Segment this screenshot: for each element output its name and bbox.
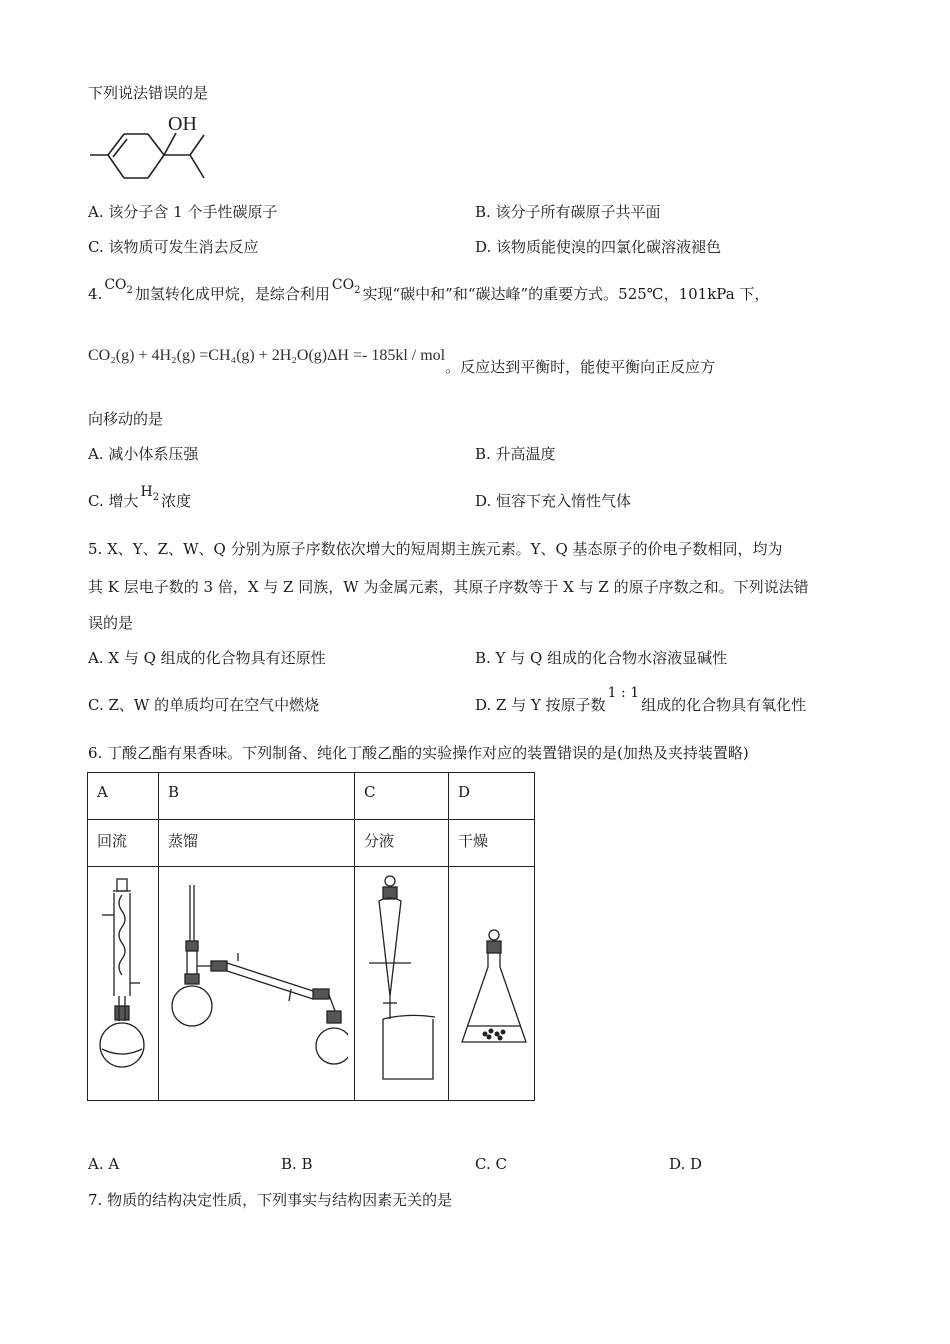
op-reflux: 回流 [88,820,159,867]
molecule-structure [86,108,226,188]
apparatus-table [87,772,535,1101]
option-b: B. Y 与 Q 组成的化合物水溶液显碱性 [475,649,728,667]
option-d: D. D [669,1155,703,1173]
option-c: C. 该物质可发生消去反应 [88,238,259,256]
question-6-stem: 6. 丁酸乙酯有果香味。下列制备、纯化丁酸乙酯的实验操作对应的装置错误的是(加热及夹持装置略) [88,744,749,762]
header-c: C [355,773,449,820]
option-a: A. A [88,1155,120,1173]
separation-apparatus-cell [355,867,449,1101]
distillation-apparatus-cell [159,867,355,1101]
question-5-line1: 5. X、Y、Z、W、Q 分别为原子序数依次增大的短周期主族元素。Y、Q 基态原子的价电子数相同，均为 [88,540,783,558]
header-a: A [88,773,159,820]
h2-formula: $H_2$ [140,484,160,503]
option-a: A. X 与 Q 组成的化合物具有还原性 [88,649,326,667]
reaction-equation: CO₂(g) + 4H₂(g) =CH₄(g) + 2H₂O(g)ΔH =- 185kl / mol [88,347,446,364]
option-d: D. 恒容下充入惰性气体 [475,492,632,510]
reflux-apparatus-cell [88,867,159,1101]
separatory-funnel-image [359,871,441,1086]
question-5-line3: 误的是 [88,614,134,632]
option-c: C. 增大 $H_2$ 浓度 [88,484,192,510]
option-c: C. C [475,1155,507,1173]
oh-label: OH [168,113,197,135]
drying-apparatus-cell [449,867,535,1101]
option-b: B. B [281,1155,313,1173]
option-d: D. Z 与 Y 按原子数1 : 1组成的化合物具有氧化性 [475,685,807,714]
co2-formula: $CO_2$ [331,277,361,296]
op-separation: 分液 [355,820,449,867]
question-5-line2: 其 K 层电子数的 3 倍，X 与 Z 同族，W 为金属元素，其原子序数等于 X 与 Z 的原子序数之和。下列说法错 [88,578,809,596]
question-intro: 下列说法错误的是 [88,84,209,102]
option-b: B. 升高温度 [475,445,556,463]
question-4-stem: 4. $CO_2$ 加氢转化成甲烷，是综合利用 $CO_2$ 实现“碳中和”和“碳达峰”的重要方式。525℃，101kPa 下， [88,277,770,303]
distillation-apparatus-image [163,871,348,1086]
header-d: D [449,773,535,820]
option-a: A. 减小体系压强 [88,445,199,463]
question-4-line3: 向移动的是 [88,410,164,428]
question-4-equation-line: CO₂(g) + 4H₂(g) =CH₄(g) + 2H₂O(g)ΔH =- 185kl / mol。反应达到平衡时，能使平衡向正反应方 [88,347,716,376]
option-c: C. Z、W 的单质均可在空气中燃烧 [88,696,320,714]
co2-formula: $CO_2$ [104,277,133,296]
option-b: B. 该分子所有碳原子共平面 [475,203,661,221]
op-drying: 干燥 [449,820,535,867]
drying-flask-image [453,871,529,1086]
reflux-apparatus-image [92,871,152,1086]
op-distillation: 蒸馏 [159,820,355,867]
question-7-stem: 7. 物质的结构决定性质，下列事实与结构因素无关的是 [88,1191,453,1209]
atom-ratio: 1 : 1 [607,685,640,701]
header-b: B [159,773,355,820]
option-d: D. 该物质能使溴的四氯化碳溶液褪色 [475,238,722,256]
option-a: A. 该分子含 1 个手性碳原子 [88,203,278,221]
